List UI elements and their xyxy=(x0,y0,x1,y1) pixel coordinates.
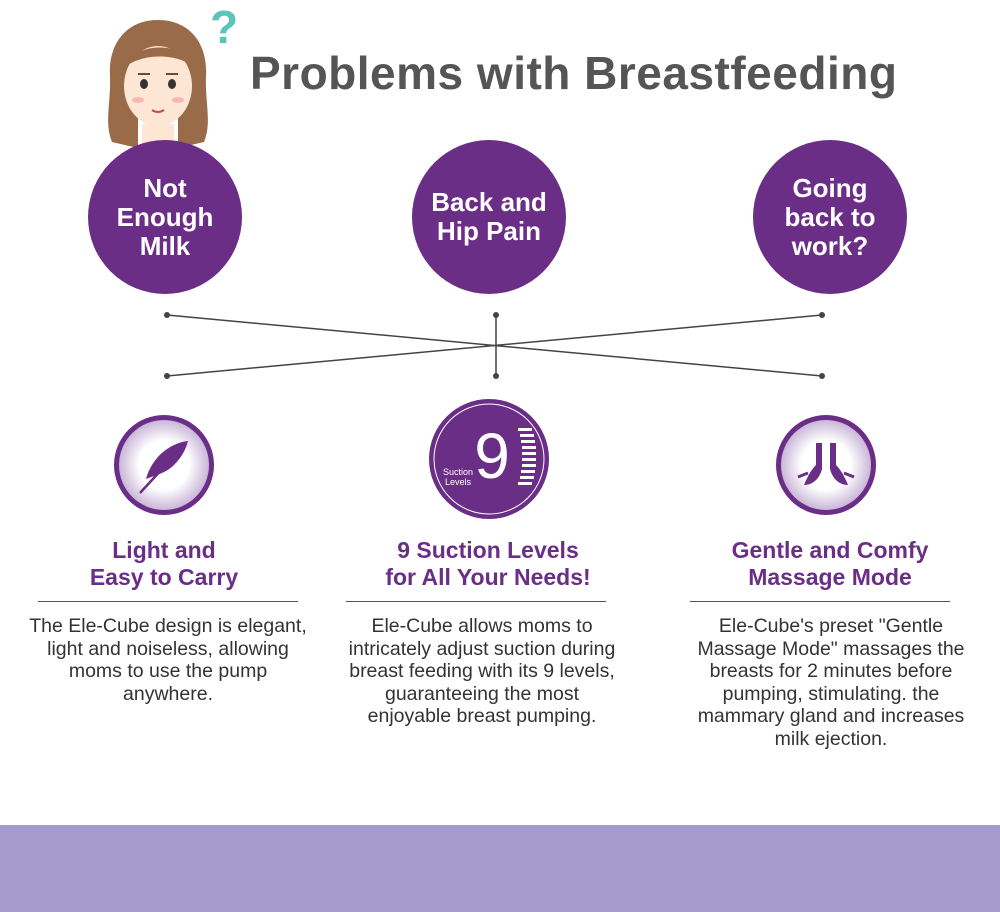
feature-description-massage: Ele-Cube's preset "Gentle Massage Mode" massages the breasts for 2 minutes before pumping, stimulating. the mammary gland and increases milk ejection. xyxy=(697,615,965,750)
suction-number: 9 xyxy=(474,420,510,492)
feature-title-light: Light and Easy to Carry xyxy=(89,537,239,590)
connector-lines xyxy=(0,300,1000,390)
feature-title-suction: 9 Suction Levels for All Your Needs! xyxy=(385,537,591,590)
feather-icon xyxy=(112,413,216,517)
feature-description-light: The Ele-Cube design is elegant, light and noiseless, allowing moms to use the pump anywhere. xyxy=(29,615,307,705)
problem-label: Going back to work? xyxy=(784,172,876,261)
suction-caption-2: Levels xyxy=(444,477,472,487)
page-title: Problems with Breastfeeding xyxy=(250,47,898,99)
feature-description-suction: Ele-Cube allows moms to intricately adjust suction during breast feeding with its 9 levels, guaranteeing the most enjoyable breast pumping. xyxy=(348,615,616,727)
feature-title-massage: Gentle and Comfy Massage Mode xyxy=(731,537,929,590)
woman-avatar-icon xyxy=(98,14,218,154)
divider xyxy=(346,601,606,602)
question-mark: ? xyxy=(210,1,239,53)
problem-label: Not Enough Milk xyxy=(116,172,214,261)
divider xyxy=(38,601,298,602)
suction-levels-icon xyxy=(428,398,550,520)
divider xyxy=(690,601,950,602)
footer-band xyxy=(0,825,1000,912)
suction-caption-1: Suction xyxy=(442,467,474,477)
problem-going-back-to-work xyxy=(753,140,907,294)
problem-not-enough-milk xyxy=(88,140,242,294)
massage-hands-icon xyxy=(774,413,878,517)
problem-back-hip-pain xyxy=(412,140,566,294)
problem-label: Back and Hip Pain xyxy=(431,187,547,246)
